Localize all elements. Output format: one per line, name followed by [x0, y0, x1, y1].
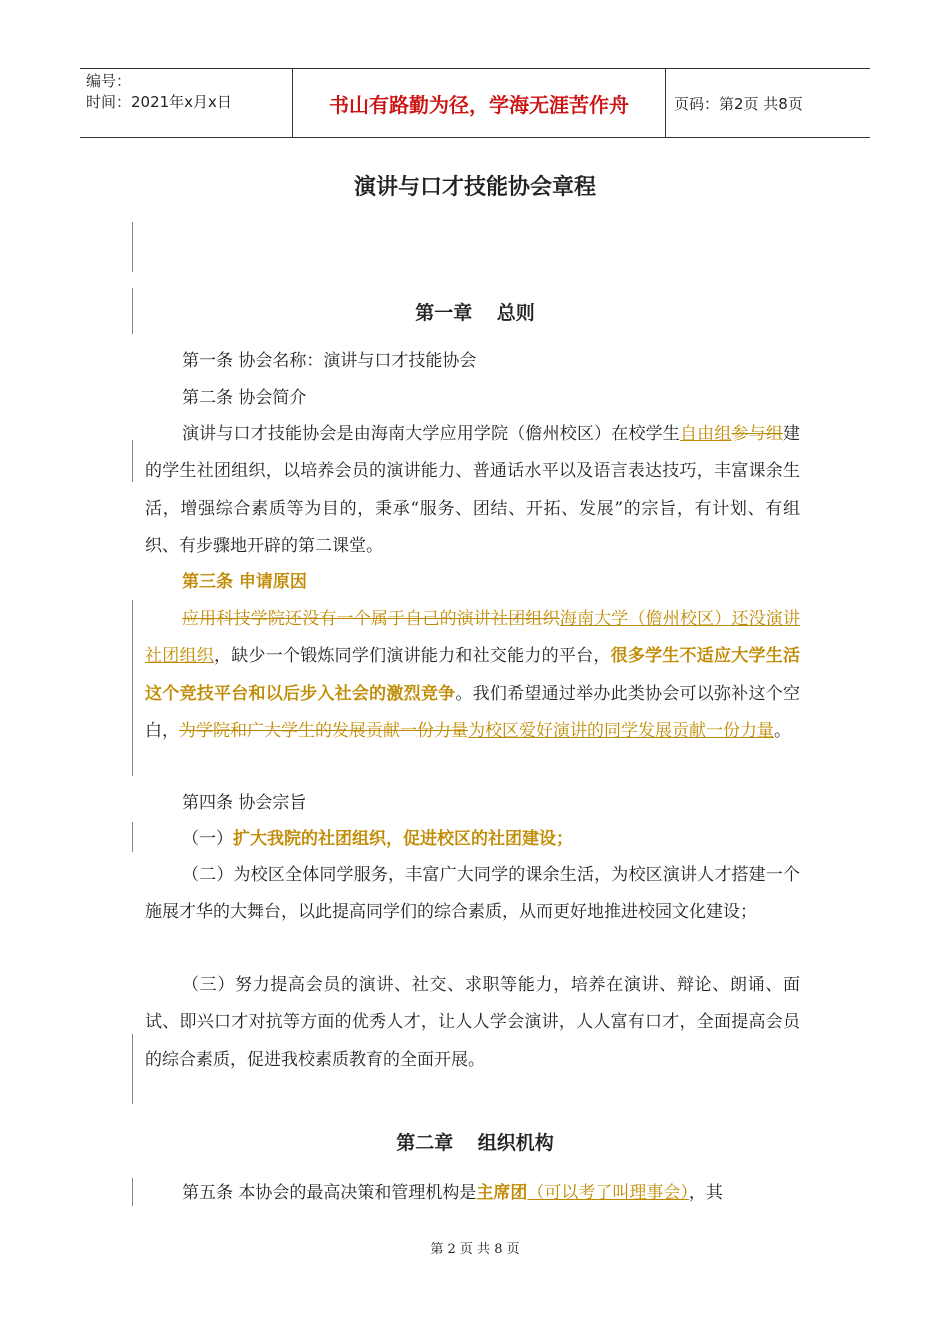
article-5 — [145, 1175, 800, 1212]
inserted-text: 自由组 — [679, 424, 732, 444]
reason-text-b: 。我们希望通过举办此类协会可以弥补这个空白， — [145, 683, 801, 741]
emphasis-text: 主席团 — [476, 1183, 528, 1203]
deleted-text: 应用科技学院还没有一个属于自己的演讲社团组织 — [182, 609, 560, 629]
chapter1-title: 第一章 总则 — [415, 302, 535, 324]
intro-paragraph — [145, 416, 800, 565]
intro-text-b: 建的学生社团组织，以培养会员的演讲能力、普通话水平以及语言表达技巧，丰富课余生活，增强综合素质等为目的，秉承“服务、团结、开拓、发展”的宗旨，有计划、有组织、有步骤地开辟的第二课堂。 — [145, 424, 801, 556]
inserted-text: （可以考了叫理事会） — [527, 1183, 689, 1203]
deleted-text: 参与组 — [731, 424, 784, 444]
reason-paragraph — [145, 601, 800, 750]
reason-text-c: 。 — [774, 720, 791, 741]
reason-text-a: ，缺少一个锻炼同学们演讲能力和社交能力的平台， — [213, 646, 611, 667]
emphasis-text: 很多学生不适应大学生活这个竞技平台和以后步入社会的激烈竞争 — [145, 646, 801, 704]
article-4: 第四条 协会宗旨 — [182, 793, 307, 813]
time-label: 时间：2021年x月x日 — [86, 93, 232, 111]
purpose-item-3: （三）努力提高会员的演讲、社交、求职等能力，培养在演讲、辩论、朗诵、面试、即兴口才对抗等方面的优秀人才，让人人学会演讲，人人富有口才，全面提高会员的综合素质，促进我校素质教育的全面开展。 — [145, 975, 800, 1070]
page-footer: 第 2 页 共 8 页 — [430, 1242, 520, 1257]
item-number: （一） — [182, 829, 233, 849]
header-page-info: 页码：第2页 共8页 — [674, 94, 803, 113]
header-table — [80, 68, 870, 138]
inserted-text: 海南大学（儋州校区）还没演讲社团组织 — [145, 609, 801, 667]
change-bar — [132, 600, 133, 776]
article-1: 第一条 协会名称：演讲与口才技能协会 — [182, 351, 477, 371]
header-motto: 书山有路勤为径，学海无涯苦作舟 — [293, 69, 666, 137]
change-bar — [132, 822, 133, 852]
purpose-item-2: （二）为校区全体同学服务，丰富广大同学的课余生活，为校区演讲人才搭建一个施展才华的大舞台，以此提高同学们的综合素质，从而更好地推进校园文化建设； — [145, 865, 800, 923]
intro-text-a: 演讲与口才技能协会是由海南大学应用学院（儋州校区）在校学生 — [182, 424, 680, 444]
inserted-text: 为校区爱好演讲的同学发展贡献一份力量 — [468, 720, 774, 741]
deleted-text: 为学院和广大学生的发展贡献一份力量 — [179, 720, 468, 741]
article-5-text-b: ，其 — [688, 1183, 723, 1203]
change-bar — [132, 440, 133, 482]
purpose-item-1 — [145, 821, 800, 858]
header-meta — [80, 69, 293, 137]
change-bar — [132, 1178, 133, 1206]
article-5-text-a: 第五条 本协会的最高决策和管理机构是 — [182, 1183, 477, 1203]
number-label: 编号： — [86, 72, 132, 90]
doc-title: 演讲与口才技能协会章程 — [353, 175, 596, 200]
article-2: 第二条 协会简介 — [182, 388, 307, 408]
item-text: 扩大我院的社团组织，促进校区的社团建设； — [233, 829, 573, 849]
article-3: 第三条 申请原因 — [182, 572, 307, 592]
chapter2-title: 第二章 组织机构 — [396, 1132, 554, 1154]
change-bar — [132, 1034, 133, 1104]
change-bar — [132, 222, 133, 272]
